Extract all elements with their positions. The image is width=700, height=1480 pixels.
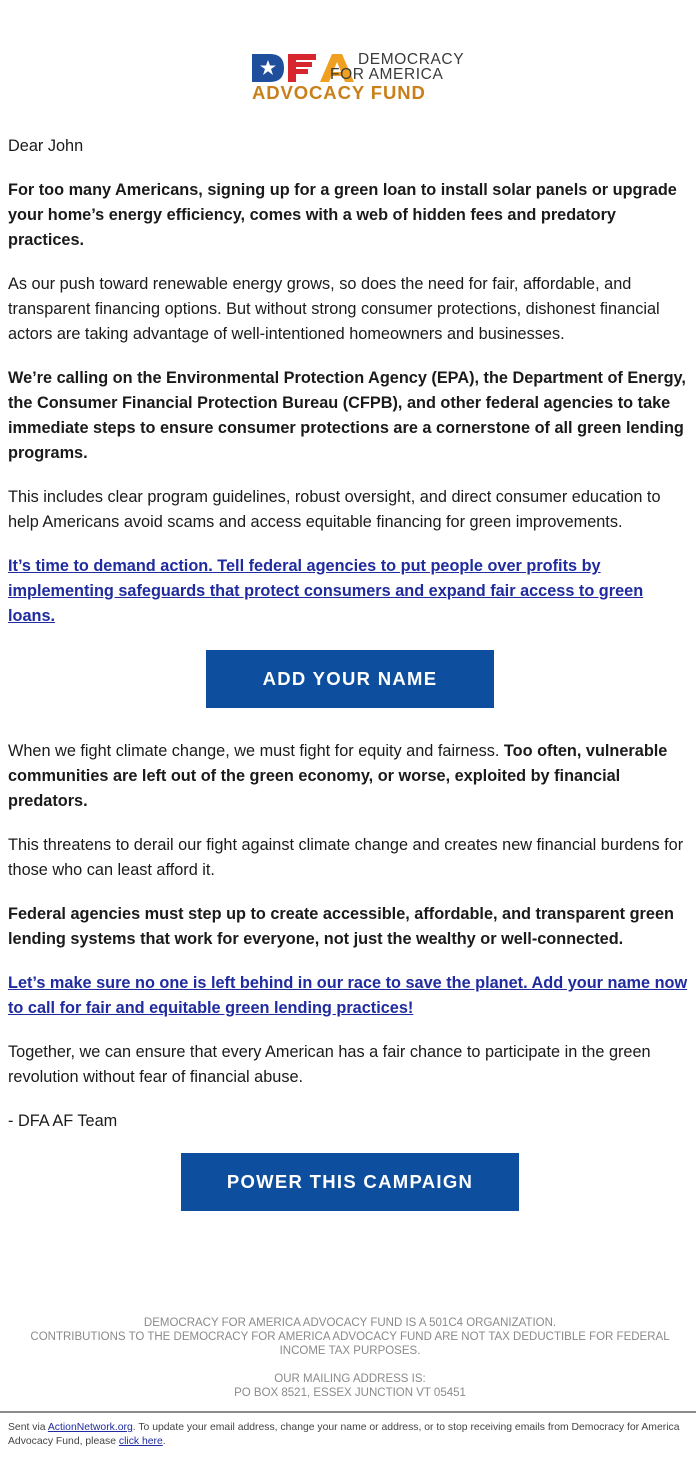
sent-suffix: . — [162, 1436, 166, 1447]
equity-bold: Too often, vulnerable communities are left out of the green economy, or worse, exploited by financial predators. — [8, 742, 668, 810]
paragraph-calling — [8, 366, 692, 466]
paragraph-equity — [8, 739, 692, 814]
sent-prefix: Sent via — [8, 1422, 48, 1433]
intro-bold: For too many Americans, signing up for a green loan to install solar panels or upgrade your home’s energy efficiency, comes with a web of hidden fees and predatory practices. — [8, 181, 677, 249]
paragraph-together: Together, we can ensure that every American has a fair chance to participate in the green revolution without fear of financial abuse. — [8, 1043, 651, 1086]
mailing-label: OUR MAILING ADDRESS IS: — [274, 1373, 426, 1385]
calling-bold: We’re calling on the Environmental Protection Agency (EPA), the Department of Energy, the Consumer Financial Protection Bureau (CFPB), and other federal agencies to take immediate steps to ensure consumer protections are a cornerstone of all green lending programs. — [8, 369, 686, 462]
paragraph-intro — [8, 178, 692, 253]
paragraph-demand-link — [8, 554, 692, 629]
dfa-logo[interactable] — [250, 50, 465, 106]
legal-501c4: DEMOCRACY FOR AMERICA ADVOCACY FUND IS A 501C4 ORGANIZATION. — [143, 1317, 557, 1329]
power-this-campaign-button[interactable]: POWER THIS CAMPAIGN — [181, 1153, 519, 1211]
legal-tax: CONTRIBUTIONS TO THE DEMOCRACY FOR AMERICA ADVOCACY FUND ARE NOT TAX DEDUCTIBLE FOR FEDERAL INCOME TAX PURPOSES. — [30, 1331, 670, 1357]
agencies-bold: Federal agencies must step up to create accessible, affordable, and transparent green lending systems that work for everyone, not just the wealthy or well-connected. — [8, 905, 674, 948]
sent-via-notice — [8, 1421, 688, 1449]
logo-text-democracy: DEMOCRACY — [358, 51, 465, 68]
greeting: Dear John — [8, 137, 84, 155]
add-your-name-button[interactable]: ADD YOUR NAME — [206, 650, 494, 708]
message-content — [8, 134, 692, 1242]
footer-legal — [0, 1316, 700, 1400]
power-campaign-row — [8, 1153, 692, 1211]
logo-text-advocacy-fund: ADVOCACY FUND — [252, 82, 426, 103]
equity-plain: When we fight climate change, we must fight for equity and fairness. — [8, 742, 504, 760]
add-name-link[interactable]: Let’s make sure no one is left behind in our race to save the planet. Add your name now to call for fair and equitable green lending practices! — [8, 974, 688, 1017]
signoff: - DFA AF Team — [8, 1112, 118, 1130]
paragraph-planet-link — [8, 971, 692, 1021]
logo-text-for-america: FOR AMERICA — [330, 66, 444, 83]
paragraph-guidelines: This includes clear program guidelines, robust oversight, and direct consumer education to help Americans avoid scams and access equitable financing for green improvements. — [8, 488, 661, 531]
paragraph-threatens: This threatens to derail our fight against climate change and creates new financial burdens for those who can least afford it. — [8, 836, 684, 879]
unsubscribe-click-here-link[interactable]: click here — [118, 1436, 163, 1447]
footer-divider — [0, 1411, 696, 1413]
demand-action-link[interactable]: It’s time to demand action. Tell federal agencies to put people over profits by implementing safeguards that protect consumers and expand fair access to green loans. — [8, 557, 644, 625]
mailing-address: PO BOX 8521, ESSEX JUNCTION VT 05451 — [234, 1387, 466, 1399]
actionnetwork-link[interactable]: ActionNetwork.org — [47, 1422, 133, 1433]
add-name-row — [8, 650, 692, 708]
sent-middle: . To update your email address, change your name or address, or to stop receiving emails from Democracy for America Advocacy Fund, please — [8, 1422, 680, 1447]
paragraph-renewable: As our push toward renewable energy grows, so does the need for fair, affordable, and transparent financing options. But without strong consumer protections, dishonest financial actors are taking advantage of well-intentioned homeowners and businesses. — [8, 275, 660, 343]
paragraph-agencies — [8, 902, 692, 952]
